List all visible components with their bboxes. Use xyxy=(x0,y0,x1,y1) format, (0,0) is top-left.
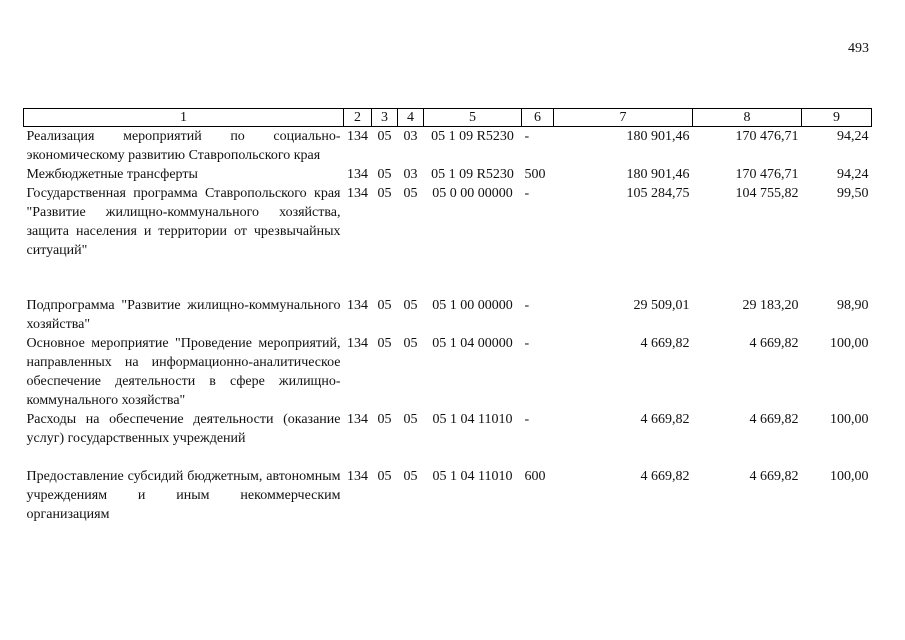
cell-ministry-code: 134 xyxy=(347,469,368,484)
cell-executed: 29 183,20 xyxy=(742,298,799,313)
cell-executed: 4 669,82 xyxy=(749,336,799,351)
cell-planned: 4 669,82 xyxy=(640,469,690,484)
cell-subsection-code: 05 xyxy=(403,469,418,484)
cell-percent: 98,90 xyxy=(837,298,869,313)
cell-subsection-code: 03 xyxy=(403,129,418,144)
cell-section-code: 05 xyxy=(377,412,392,427)
cell-planned: 4 669,82 xyxy=(640,336,690,351)
cell-subsection-code: 05 xyxy=(403,298,418,313)
cell-section-code: 05 xyxy=(377,336,392,351)
table-row xyxy=(24,165,872,184)
row-name: Межбюджетные трансферты xyxy=(26,167,198,182)
page-number: 493 xyxy=(848,41,869,56)
cell-target-article: 05 1 00 00000 xyxy=(432,298,513,313)
cell-executed: 104 755,82 xyxy=(735,186,799,201)
table-row xyxy=(24,184,872,296)
cell-expense-type: 500 xyxy=(524,167,546,182)
cell-planned: 180 901,46 xyxy=(626,167,690,182)
cell-target-article: 05 0 00 00000 xyxy=(432,186,513,201)
cell-percent: 94,24 xyxy=(837,167,869,182)
row-name: Расходы на обеспечение деятельности (оказание услуг) государственных учреждений xyxy=(26,412,341,446)
cell-planned: 4 669,82 xyxy=(640,412,690,427)
cell-ministry-code: 134 xyxy=(347,167,368,182)
header-row xyxy=(24,109,872,127)
row-name: Основное мероприятие "Проведение мероприятий, направленных на информационно-аналитическое обеспечение деятельности в сфере жилищно-коммунального хозяйства" xyxy=(26,336,341,408)
table-row xyxy=(24,296,872,334)
cell-subsection-code: 03 xyxy=(403,167,418,182)
cell-expense-type: - xyxy=(524,129,530,144)
cell-section-code: 05 xyxy=(377,129,392,144)
row-name: Подпрограмма "Развитие жилищно-коммунального хозяйства" xyxy=(26,298,341,332)
cell-planned: 29 509,01 xyxy=(633,298,690,313)
cell-ministry-code: 134 xyxy=(347,298,368,313)
column-header: 7 xyxy=(554,109,693,127)
cell-expense-type: - xyxy=(524,298,530,313)
cell-ministry-code: 134 xyxy=(347,129,368,144)
cell-target-article: 05 1 09 R5230 xyxy=(431,167,514,182)
cell-section-code: 05 xyxy=(377,298,392,313)
cell-section-code: 05 xyxy=(377,167,392,182)
cell-expense-type: - xyxy=(524,186,530,201)
cell-subsection-code: 05 xyxy=(403,412,418,427)
cell-expense-type: 600 xyxy=(524,469,546,484)
cell-target-article: 05 1 09 R5230 xyxy=(431,129,514,144)
column-header: 2 xyxy=(344,109,372,127)
table-row xyxy=(24,467,872,524)
cell-executed: 4 669,82 xyxy=(749,412,799,427)
row-name: Реализация мероприятий по социально-экономическому развитию Ставропольского края xyxy=(26,129,341,163)
column-header: 6 xyxy=(522,109,554,127)
cell-percent: 100,00 xyxy=(830,336,869,351)
cell-percent: 99,50 xyxy=(837,186,869,201)
column-header: 3 xyxy=(372,109,398,127)
table-row xyxy=(24,334,872,410)
cell-section-code: 05 xyxy=(377,469,392,484)
cell-target-article: 05 1 04 11010 xyxy=(432,469,513,484)
cell-planned: 105 284,75 xyxy=(626,186,690,201)
table-row xyxy=(24,127,872,166)
cell-executed: 170 476,71 xyxy=(735,129,799,144)
cell-ministry-code: 134 xyxy=(347,412,368,427)
cell-executed: 4 669,82 xyxy=(749,469,799,484)
row-name: Государственная программа Ставропольского края "Развитие жилищно-коммунального хозяйства, защита населения и территории от чрезвычайных ситуаций" xyxy=(26,186,341,258)
cell-ministry-code: 134 xyxy=(347,186,368,201)
cell-target-article: 05 1 04 11010 xyxy=(432,412,513,427)
cell-expense-type: - xyxy=(524,412,530,427)
cell-expense-type: - xyxy=(524,336,530,351)
column-header: 8 xyxy=(693,109,802,127)
table-row xyxy=(24,410,872,467)
cell-planned: 180 901,46 xyxy=(626,129,690,144)
cell-executed: 170 476,71 xyxy=(735,167,799,182)
cell-subsection-code: 05 xyxy=(403,186,418,201)
column-header: 9 xyxy=(802,109,872,127)
cell-ministry-code: 134 xyxy=(347,336,368,351)
cell-subsection-code: 05 xyxy=(403,336,418,351)
column-header: 5 xyxy=(424,109,522,127)
budget-table xyxy=(23,108,872,524)
cell-percent: 100,00 xyxy=(830,412,869,427)
cell-target-article: 05 1 04 00000 xyxy=(432,336,513,351)
row-name: Предоставление субсидий бюджетным, автономным учреждениям и иным некоммерческим организациям xyxy=(26,469,341,522)
cell-percent: 100,00 xyxy=(830,469,869,484)
cell-percent: 94,24 xyxy=(837,129,869,144)
column-header: 1 xyxy=(24,109,344,127)
cell-section-code: 05 xyxy=(377,186,392,201)
column-header: 4 xyxy=(398,109,424,127)
